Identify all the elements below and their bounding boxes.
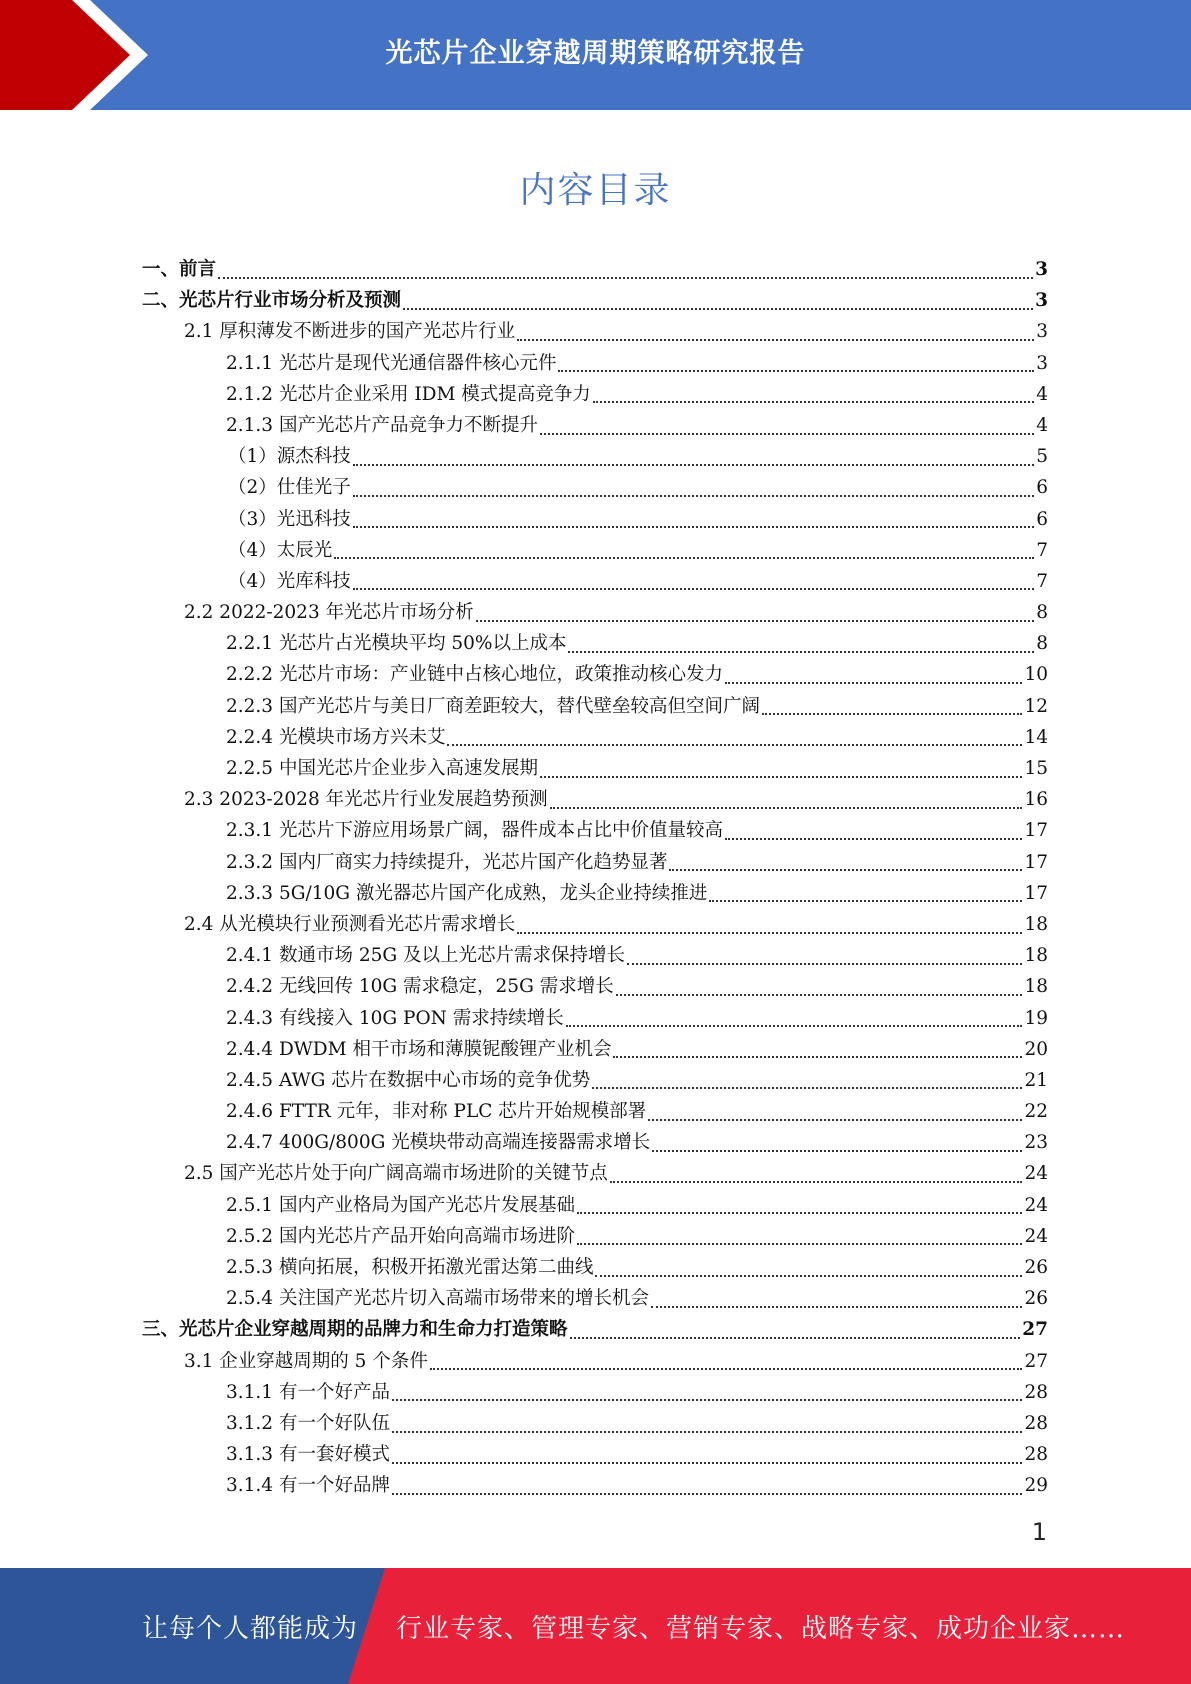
toc-leader-dots: [392, 1431, 1022, 1433]
toc-entry[interactable]: [142, 659, 1048, 690]
toc-entry[interactable]: [142, 971, 1048, 1002]
toc-entry[interactable]: [142, 909, 1048, 940]
toc-entry-page: 28: [1024, 1412, 1048, 1434]
toc-entry-label: 2.3.2 国内厂商实力持续提升，光芯片国产化趋势显著: [226, 851, 668, 873]
toc-entry-page: 21: [1024, 1069, 1048, 1091]
toc-entry-label: 2.5.4 关注国产光芯片切入高端市场带来的增长机会: [226, 1288, 649, 1310]
toc-entry-label: 2.4.3 有线接入 10G PON 需求持续增长: [226, 1007, 564, 1029]
toc-entry-page: 3: [1035, 259, 1048, 280]
toc-entry[interactable]: [142, 753, 1048, 784]
toc-entry[interactable]: [142, 722, 1048, 753]
toc-entry-page: 6: [1036, 477, 1048, 499]
toc-entry-page: 3: [1036, 321, 1048, 343]
toc-leader-dots: [334, 557, 1034, 559]
toc-leader-dots: [595, 1275, 1022, 1277]
toc-entry-page: 3: [1035, 290, 1048, 312]
toc-leader-dots: [566, 1025, 1023, 1027]
toc-entry-page: 8: [1036, 602, 1048, 624]
toc-entry-label: 2.3 2023-2028 年光芯片行业发展趋势预测: [184, 789, 548, 811]
toc-entry-page: 26: [1024, 1288, 1048, 1310]
toc-entry-label: 2.4.1 数通市场 25G 及以上光芯片需求保持增长: [226, 945, 626, 967]
toc-leader-dots: [353, 526, 1034, 528]
toc-entry-label: 2.2.5 中国光芯片企业步入高速发展期: [226, 758, 538, 779]
footer-slogan-right: 行业专家、管理专家、营销专家、战略专家、成功企业家……: [396, 1613, 1126, 1644]
toc-entry[interactable]: [142, 535, 1048, 566]
toc-entry-label: （1）源杰科技: [228, 446, 351, 468]
toc-entry-page: 14: [1024, 726, 1048, 748]
toc-entry[interactable]: [142, 628, 1048, 659]
toc-entry[interactable]: [142, 1034, 1048, 1065]
toc-entry[interactable]: [142, 1096, 1048, 1127]
toc-leader-dots: [592, 1087, 1022, 1089]
toc-entry[interactable]: [142, 1377, 1048, 1408]
toc-entry[interactable]: [142, 1470, 1048, 1501]
toc-entry-page: 12: [1024, 695, 1048, 717]
table-of-contents: [142, 254, 1048, 1502]
toc-entry[interactable]: [142, 441, 1048, 472]
toc-entry[interactable]: [142, 784, 1048, 815]
toc-entry[interactable]: [142, 815, 1048, 846]
toc-entry-page: 19: [1024, 1007, 1048, 1029]
toc-entry-label: 3.1.1 有一个好产品: [226, 1381, 390, 1403]
toc-entry-page: 24: [1024, 1225, 1048, 1247]
toc-entry[interactable]: [142, 1065, 1048, 1096]
toc-entry-page: 22: [1024, 1101, 1048, 1123]
toc-entry-label: 2.2.1 光芯片占光模块平均 50%以上成本: [226, 633, 567, 655]
toc-entry-page: 26: [1024, 1257, 1048, 1278]
toc-leader-dots: [353, 495, 1034, 497]
toc-entry-label: 2.4.7 400G/800G 光模块带动高端连接器需求增长: [226, 1132, 651, 1154]
toc-leader-dots: [669, 869, 1022, 871]
toc-leader-dots: [725, 838, 1022, 840]
toc-entry-label: 2.1 厚积薄发不断进步的国产光芯片行业: [184, 321, 516, 343]
toc-entry-label: 3.1 企业穿越周期的 5 个条件: [184, 1350, 428, 1372]
toc-entry[interactable]: [142, 1408, 1048, 1439]
toc-leader-dots: [652, 1150, 1022, 1152]
toc-entry-label: 2.5.1 国内产业格局为国产光芯片发展基础: [226, 1194, 575, 1216]
toc-entry-page: 24: [1024, 1194, 1048, 1216]
toc-entry-page: 28: [1024, 1444, 1048, 1466]
toc-leader-dots: [762, 713, 1022, 715]
toc-entry-page: 17: [1024, 820, 1048, 842]
toc-entry[interactable]: [142, 1314, 1048, 1345]
toc-heading: 内容目录: [519, 170, 672, 211]
footer-banner: [0, 1568, 1191, 1684]
toc-entry-label: 一、前言: [142, 259, 217, 280]
toc-leader-dots: [353, 588, 1034, 590]
toc-leader-dots: [392, 1462, 1022, 1464]
toc-entry-page: 27: [1022, 1319, 1048, 1341]
toc-leader-dots: [392, 1493, 1022, 1495]
toc-entry[interactable]: [142, 1003, 1048, 1034]
toc-entry-label: 2.5.3 横向拓展，积极开拓激光雷达第二曲线: [226, 1257, 594, 1278]
toc-entry[interactable]: [142, 878, 1048, 909]
toc-entry-label: 2.1.1 光芯片是现代光通信器件核心元件: [226, 352, 557, 374]
toc-entry-page: 29: [1024, 1475, 1048, 1497]
toc-entry-label: （4）光库科技: [228, 570, 351, 592]
toc-entry-page: 18: [1024, 945, 1048, 967]
header-banner: [0, 0, 1191, 110]
toc-entry[interactable]: [142, 316, 1048, 347]
toc-leader-dots: [648, 1119, 1022, 1121]
toc-entry[interactable]: [142, 285, 1048, 316]
toc-entry-label: 2.4.4 DWDM 相干市场和薄膜铌酸锂产业机会: [226, 1038, 612, 1060]
toc-entry-label: 2.5.2 国内光芯片产品开始向高端市场进阶: [226, 1225, 575, 1247]
toc-entry[interactable]: [142, 597, 1048, 628]
toc-entry[interactable]: [142, 1439, 1048, 1470]
toc-entry-page: 18: [1024, 976, 1048, 998]
toc-leader-dots: [550, 807, 1023, 809]
toc-entry-page: 8: [1036, 633, 1048, 655]
toc-entry-page: 3: [1036, 352, 1048, 374]
toc-leader-dots: [613, 1056, 1022, 1058]
toc-entry-label: 2.4.6 FTTR 元年，非对称 PLC 芯片开始规模部署: [226, 1101, 647, 1123]
toc-leader-dots: [540, 776, 1022, 778]
toc-leader-dots: [568, 651, 1034, 653]
toc-leader-dots: [353, 464, 1034, 466]
toc-entry-page: 10: [1024, 664, 1048, 686]
footer-slogan-left: 让每个人都能成为: [142, 1613, 359, 1644]
toc-entry-page: 23: [1024, 1132, 1048, 1154]
report-title: 光芯片企业穿越周期策略研究报告: [385, 37, 806, 69]
toc-entry-label: （4）太辰光: [228, 539, 333, 561]
toc-entry-page: 4: [1036, 383, 1048, 405]
toc-entry[interactable]: [142, 1283, 1048, 1314]
toc-entry-label: 2.3.1 光芯片下游应用场景广阔，器件成本占比中价值量较高: [226, 820, 723, 842]
toc-leader-dots: [577, 1212, 1022, 1214]
toc-entry-label: 2.2.2 光芯片市场：产业链中占核心地位，政策推动核心发力: [226, 664, 723, 686]
toc-leader-dots: [577, 1243, 1022, 1245]
toc-entry-page: 27: [1024, 1350, 1048, 1372]
toc-leader-dots: [517, 339, 1034, 341]
toc-leader-dots: [725, 682, 1022, 684]
toc-entry[interactable]: [142, 1127, 1048, 1158]
toc-entry[interactable]: [142, 691, 1048, 722]
toc-entry-page: 7: [1036, 570, 1048, 592]
toc-entry-label: 2.2.4 光模块市场方兴未艾: [226, 726, 446, 748]
toc-entry-label: （2）仕佳光子: [228, 477, 351, 499]
toc-leader-dots: [447, 744, 1022, 746]
toc-entry-page: 24: [1024, 1163, 1048, 1185]
toc-entry-label: 2.4.2 无线回传 10G 需求稳定，25G 需求增长: [226, 976, 614, 998]
toc-entry-label: 2.1.2 光芯片企业采用 IDM 模式提高竞争力: [226, 383, 591, 405]
toc-leader-dots: [392, 1399, 1022, 1401]
toc-entry[interactable]: [142, 472, 1048, 503]
toc-entry-page: 5: [1036, 446, 1048, 468]
toc-entry[interactable]: [142, 940, 1048, 971]
toc-entry[interactable]: [142, 504, 1048, 535]
toc-entry[interactable]: [142, 1252, 1048, 1283]
toc-entry-page: 18: [1024, 913, 1048, 935]
toc-entry[interactable]: [142, 410, 1048, 441]
toc-entry[interactable]: [142, 379, 1048, 410]
toc-entry-label: 3.1.3 有一套好模式: [226, 1444, 390, 1466]
toc-entry[interactable]: [142, 1221, 1048, 1252]
toc-entry-page: 6: [1036, 508, 1048, 530]
toc-entry-page: 4: [1036, 414, 1048, 436]
toc-entry-page: 17: [1024, 851, 1048, 873]
toc-leader-dots: [540, 433, 1034, 435]
toc-entry-label: 3.1.4 有一个好品牌: [226, 1475, 390, 1497]
toc-leader-dots: [570, 1337, 1021, 1339]
toc-leader-dots: [651, 1306, 1022, 1308]
toc-entry[interactable]: [142, 847, 1048, 878]
toc-entry-label: 三、光芯片企业穿越周期的品牌力和生命力打造策略: [142, 1319, 568, 1341]
toc-entry-page: 17: [1024, 882, 1048, 904]
toc-leader-dots: [616, 994, 1023, 996]
toc-leader-dots: [517, 932, 1022, 934]
toc-entry[interactable]: [142, 1190, 1048, 1221]
toc-entry[interactable]: [142, 1158, 1048, 1189]
toc-leader-dots: [593, 401, 1034, 403]
toc-entry[interactable]: [142, 566, 1048, 597]
toc-entry[interactable]: [142, 348, 1048, 379]
toc-leader-dots: [558, 370, 1034, 372]
toc-entry-page: 28: [1024, 1381, 1048, 1403]
toc-entry-label: 2.2 2022-2023 年光芯片市场分析: [184, 602, 474, 624]
toc-entry-page: 20: [1024, 1038, 1048, 1060]
toc-entry-label: 2.1.3 国产光芯片产品竞争力不断提升: [226, 414, 538, 436]
toc-entry-page: 15: [1024, 758, 1048, 779]
toc-entry-label: 3.1.2 有一个好队伍: [226, 1412, 390, 1434]
toc-leader-dots: [403, 308, 1033, 310]
page-number: 1: [1031, 1518, 1047, 1546]
toc-entry-label: 2.5 国产光芯片处于向广阔高端市场进阶的关键节点: [184, 1163, 608, 1185]
toc-entry-page: 7: [1036, 539, 1048, 561]
toc-entry-label: 二、光芯片行业市场分析及预测: [142, 290, 402, 312]
toc-leader-dots: [627, 963, 1022, 965]
toc-entry-label: 2.4 从光模块行业预测看光芯片需求增长: [184, 913, 516, 935]
toc-entry-label: 2.4.5 AWG 芯片在数据中心市场的竞争优势: [226, 1069, 591, 1091]
toc-leader-dots: [709, 900, 1022, 902]
toc-entry-label: 2.2.3 国产光芯片与美日厂商差距较大，替代壁垒较高但空间广阔: [226, 695, 760, 717]
toc-entry[interactable]: [142, 254, 1048, 285]
toc-entry-page: 16: [1024, 789, 1048, 811]
toc-leader-dots: [476, 620, 1035, 622]
toc-entry-label: （3）光迅科技: [228, 508, 351, 530]
toc-leader-dots: [218, 277, 1033, 279]
toc-entry[interactable]: [142, 1346, 1048, 1377]
toc-entry-label: 2.3.3 5G/10G 激光器芯片国产化成熟，龙头企业持续推进: [226, 882, 708, 904]
toc-leader-dots: [430, 1368, 1023, 1370]
toc-leader-dots: [610, 1181, 1023, 1183]
